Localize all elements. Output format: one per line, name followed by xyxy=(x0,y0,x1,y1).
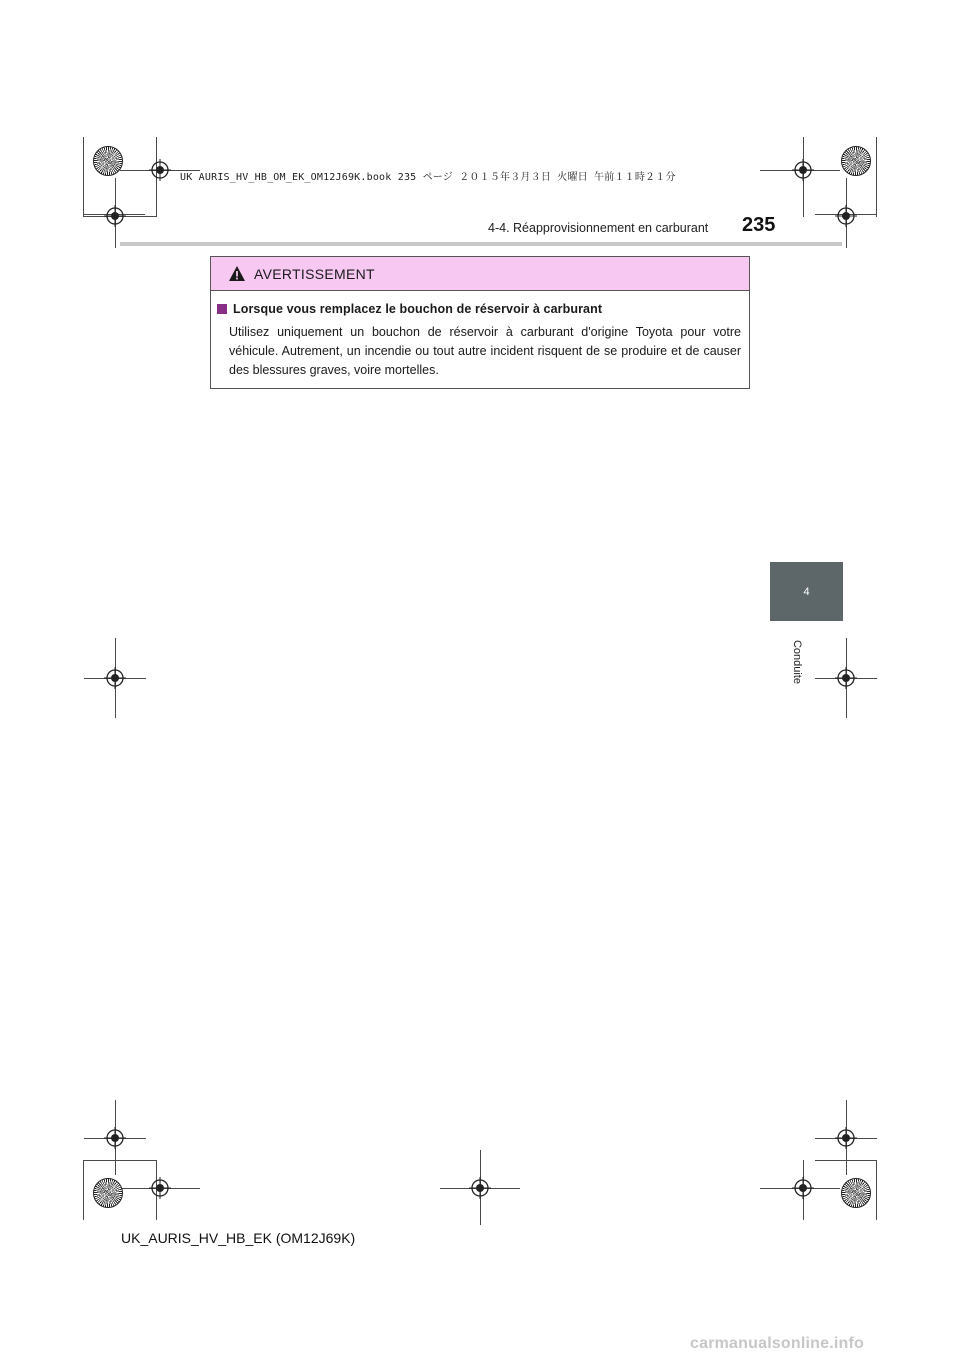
watermark: carmanualsonline.info xyxy=(690,1335,865,1352)
chapter-number: 4 xyxy=(803,585,810,598)
warning-text: Utilisez uniquement un bouchon de réservoir à carburant d'origine Toyota pour votre véhicule. Autrement, un incendie ou tout autre incident risquent de se produire et de causer des blessures graves, voire mortelles. xyxy=(229,325,741,377)
registration-target-icon xyxy=(469,1177,491,1199)
chapter-tab xyxy=(770,562,843,621)
registration-target-icon xyxy=(792,1177,814,1199)
registration-target-icon xyxy=(149,159,171,181)
print-wheel-icon xyxy=(841,1178,871,1208)
warning-triangle-icon xyxy=(228,265,246,282)
registration-target-icon xyxy=(835,205,857,227)
warning-header xyxy=(211,257,749,291)
warning-item xyxy=(217,302,602,316)
section-title: 4-4. Réapprovisionnement en carburant xyxy=(488,221,709,235)
registration-target-icon xyxy=(104,205,126,227)
chapter-label: Conduite xyxy=(791,639,803,685)
registration-target-icon xyxy=(835,667,857,689)
book-stamp: UK AURIS_HV_HB_OM_EK_OM12J69K.book 235 ページ ２０１５年３月３日 火曜日 午前１１時２１分 xyxy=(180,172,676,183)
warning-item-title: Lorsque vous remplacez le bouchon de réservoir à carburant xyxy=(233,302,603,316)
bullet-square-icon xyxy=(217,304,227,314)
registration-target-icon xyxy=(835,1127,857,1149)
header-rule xyxy=(120,242,842,246)
warning-box xyxy=(210,256,750,389)
registration-target-icon xyxy=(149,1177,171,1199)
registration-target-icon xyxy=(104,667,126,689)
print-wheel-icon xyxy=(93,146,123,176)
registration-target-icon xyxy=(104,1127,126,1149)
registration-target-icon xyxy=(792,159,814,181)
page-number: 235 xyxy=(742,214,776,236)
print-wheel-icon xyxy=(93,1178,123,1208)
print-wheel-icon xyxy=(841,146,871,176)
footer-model: UK_AURIS_HV_HB_EK (OM12J69K) xyxy=(121,1230,356,1246)
warning-title: AVERTISSEMENT xyxy=(254,265,375,282)
